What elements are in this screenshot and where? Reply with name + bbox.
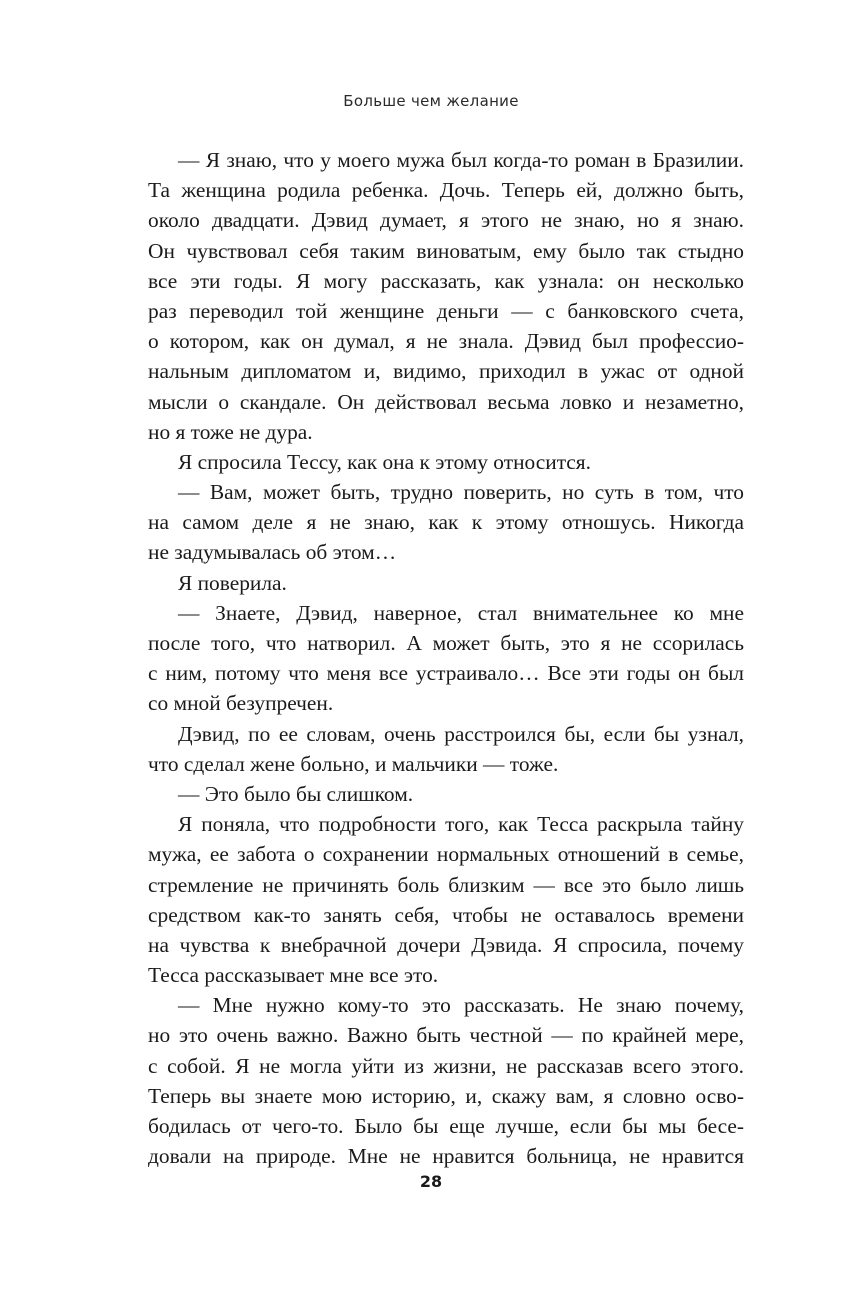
- running-head: Больше чем желание: [343, 92, 519, 110]
- text-line: Я спросила Тессу, как она к этому относится.: [178, 449, 591, 474]
- text-line: около двадцати. Дэвид думает, я этого не знаю, но я знаю.: [148, 208, 744, 233]
- text-line: все эти годы. Я могу рассказать, как узнала: он несколько: [148, 268, 744, 293]
- body-text: [148, 145, 744, 1171]
- text-line: Тесса рассказывает мне все это.: [148, 963, 439, 988]
- text-line: со мной безупречен.: [148, 691, 334, 716]
- text-line: с ним, потому что меня все устраивало… Все эти годы он был: [148, 661, 744, 686]
- text-line: на чувства к внебрачной дочери Дэвида. Я спросила, почему: [148, 932, 744, 957]
- text-line: мысли о скандале. Он действовал весьма ловко и незаметно,: [148, 389, 744, 414]
- text-line: что сделал жене больно, и мальчики — тоже.: [148, 751, 559, 776]
- text-line: — Знаете, Дэвид, наверное, стал внимательнее ко мне: [178, 600, 744, 625]
- text-line: раз переводил той женщине деньги — с банковского счета,: [148, 298, 744, 323]
- text-line: — Мне нужно кому-то это рассказать. Не знаю почему,: [178, 993, 744, 1018]
- text-line: Теперь вы знаете мою историю, и, скажу вам, я словно осво-: [148, 1083, 744, 1108]
- text-line: Я поверила.: [178, 570, 287, 595]
- text-line: — Вам, может быть, трудно поверить, но суть в том, что: [178, 480, 744, 505]
- text-line: о котором, как он думал, я не знала. Дэвид был профессио-: [148, 329, 744, 354]
- text-line: Он чувствовал себя таким виноватым, ему было так стыдно: [148, 238, 744, 263]
- text-line: довали на природе. Мне не нравится больница, не нравится: [148, 1144, 744, 1169]
- text-line: но я тоже не дура.: [148, 419, 313, 444]
- text-line: Я поняла, что подробности того, как Тесса раскрыла тайну: [178, 812, 744, 837]
- text-line: но это очень важно. Важно быть честной — по крайней мере,: [148, 1023, 744, 1048]
- text-line: Дэвид, по ее словам, очень расстроился бы, если бы узнал,: [178, 721, 744, 746]
- text-line: — Я знаю, что у моего мужа был когда-то роман в Бразилии.: [178, 148, 744, 172]
- text-line: с собой. Я не могла уйти из жизни, не рассказав всего этого.: [148, 1053, 744, 1078]
- text-line: нальным дипломатом и, видимо, приходил в ужас от одной: [148, 359, 744, 384]
- text-line: мужа, ее забота о сохранении нормальных отношений в семье,: [148, 842, 744, 867]
- text-line: средством как-то занять себя, чтобы не оставалось времени: [148, 902, 744, 927]
- page-number: 28: [419, 1172, 443, 1191]
- text-line: — Это было бы слишком.: [178, 781, 414, 806]
- text-line: после того, что натворил. А может быть, это я не ссорилась: [148, 631, 744, 655]
- text-line: не задумывалась об этом…: [148, 540, 397, 565]
- text-line: бодилась от чего-то. Было бы еще лучше, если бы мы бесе-: [148, 1114, 744, 1138]
- text-line: на самом деле я не знаю, как к этому отношусь. Никогда: [148, 510, 744, 535]
- text-line: стремление не причинять боль близким — все это было лишь: [148, 872, 744, 897]
- text-line: Та женщина родила ребенка. Дочь. Теперь ей, должно быть,: [148, 178, 744, 203]
